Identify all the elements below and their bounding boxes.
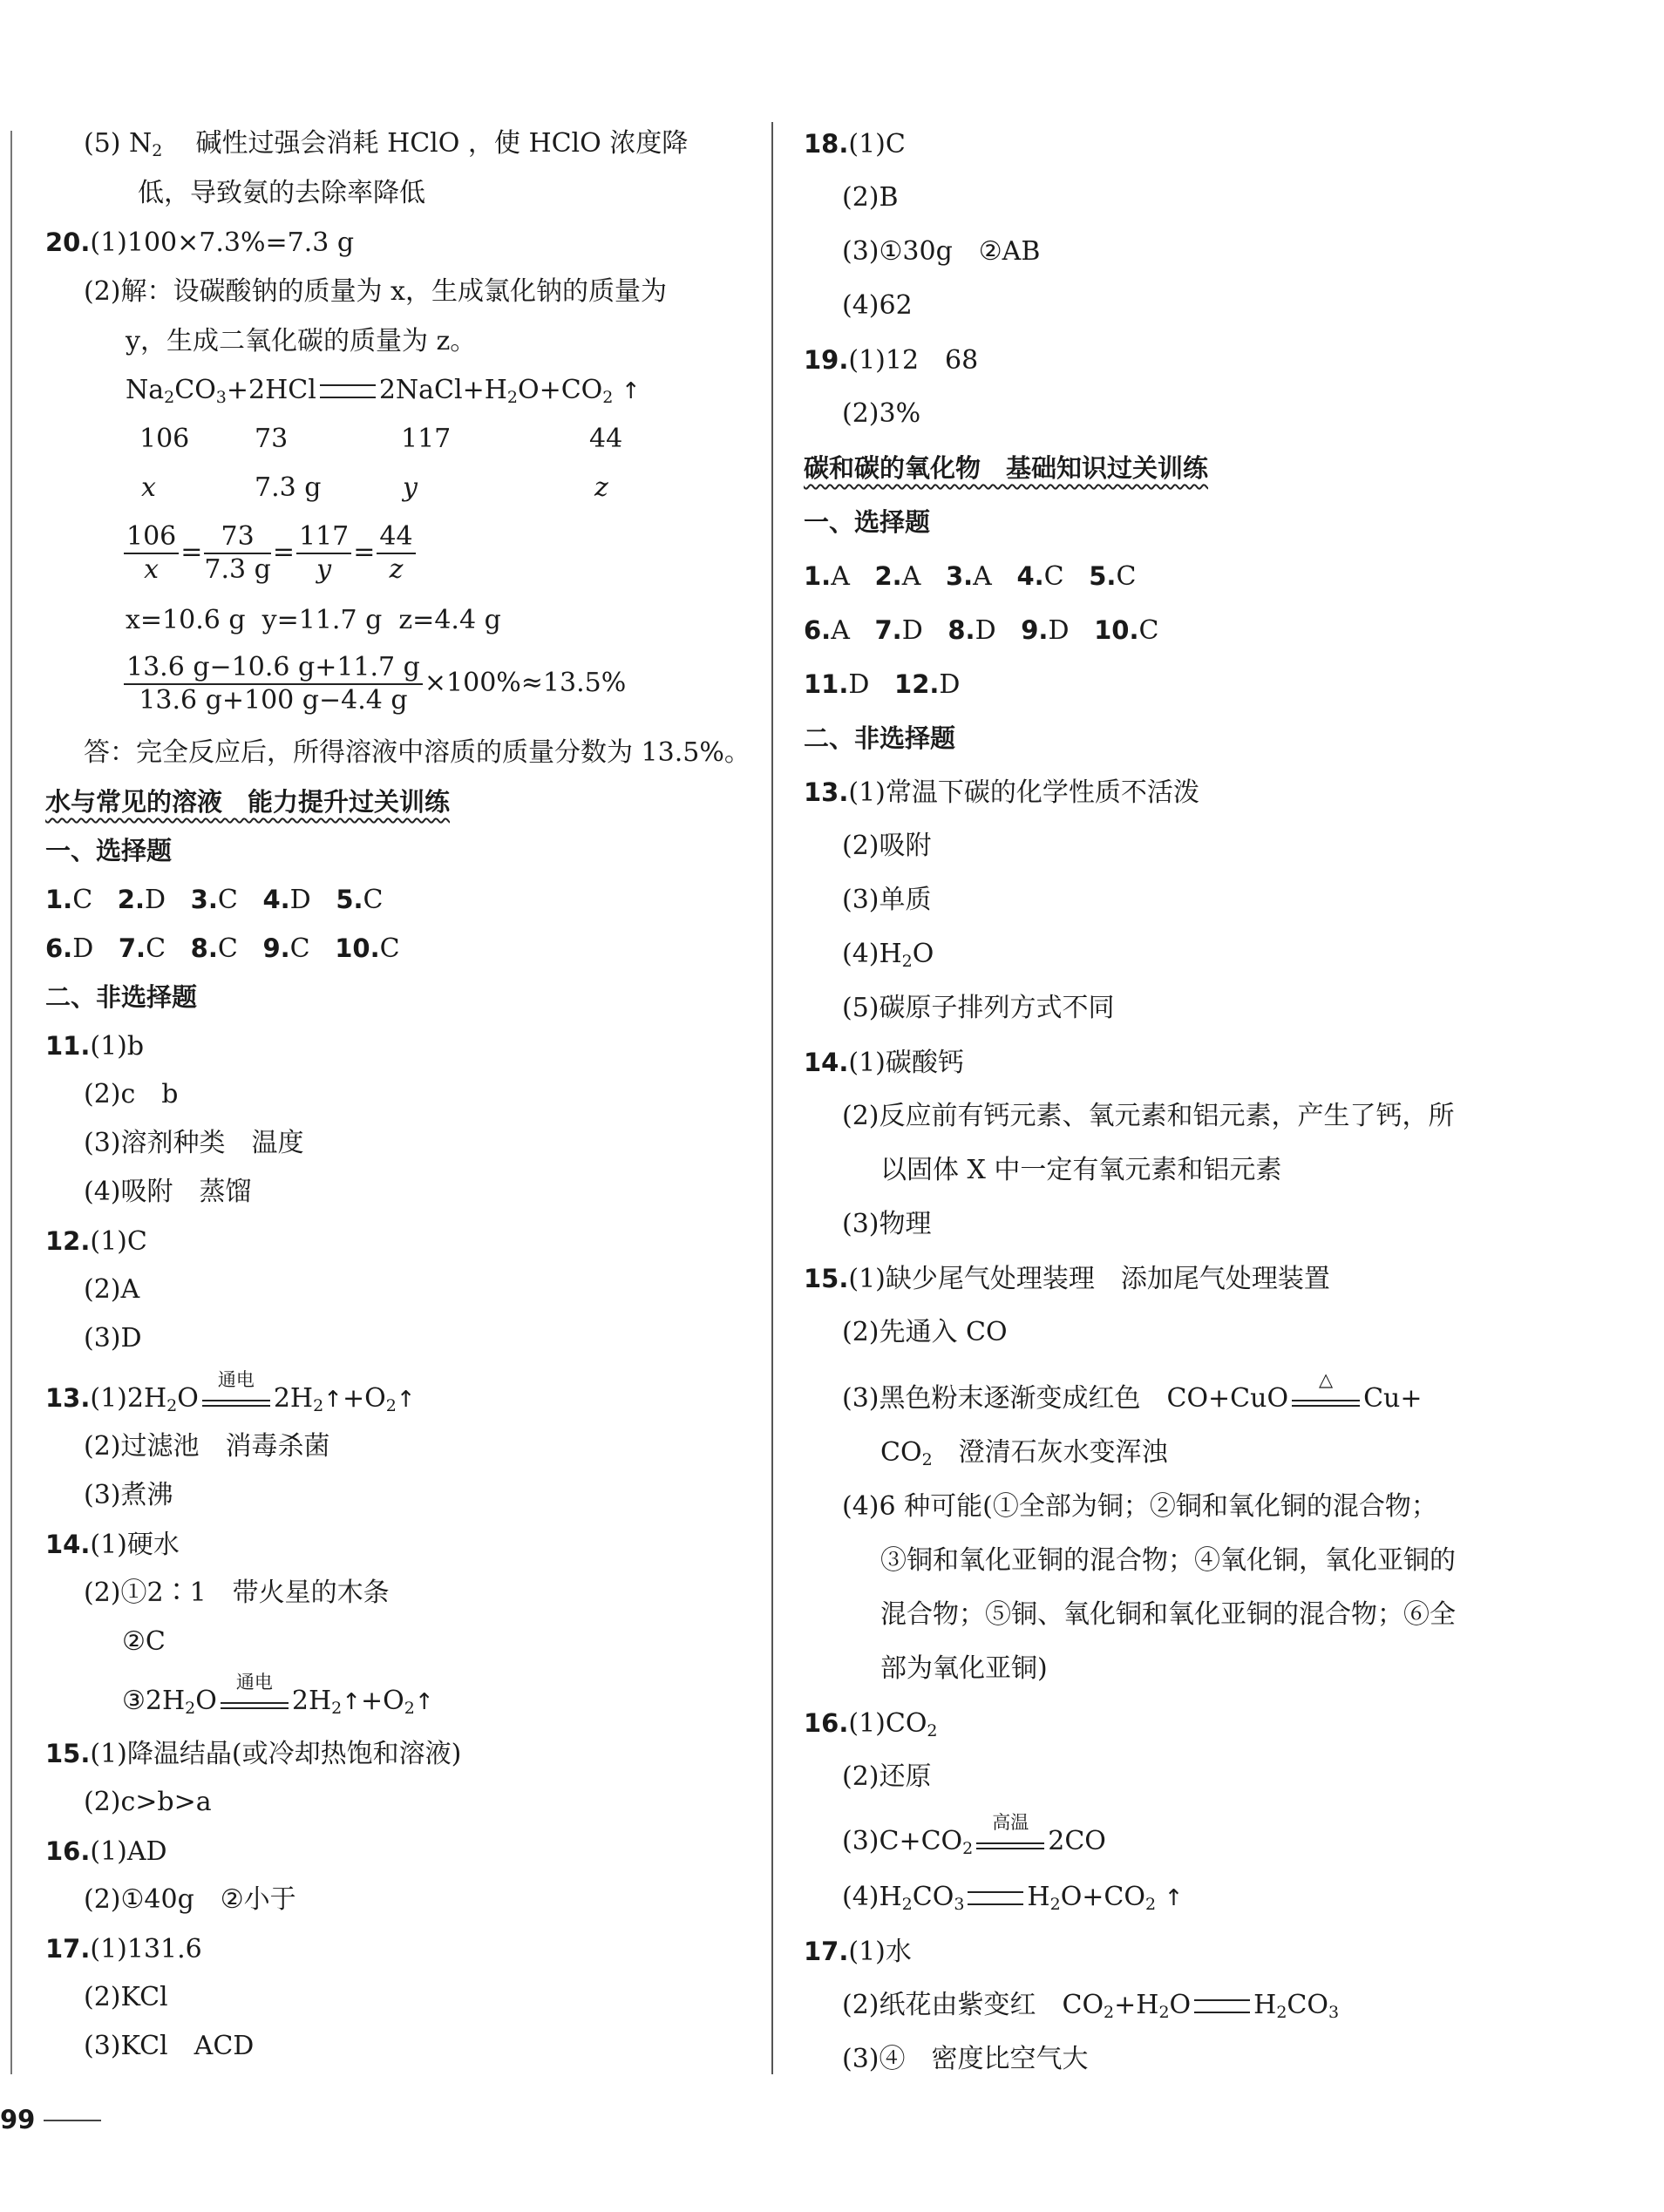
q15-1: 15.(1)降温结晶(或冷却热饱和溶液): [45, 1739, 462, 1769]
q14-2c: $③2H_2O$ 通电 $2H_2↑+O_2↑$: [122, 1672, 434, 1718]
mw-117: 117: [401, 424, 452, 454]
q14-2a: (2)①2∶1 带火星的木条: [84, 1578, 390, 1608]
condition-dian: 通电: [199, 1382, 274, 1417]
r-q14-3: (3)物理: [842, 1209, 932, 1239]
gas-arrow-icon: ↑: [396, 1387, 416, 1413]
q17-3: (3)KCl ACD: [84, 2031, 255, 2061]
q13-2: (2)过滤池 消毒杀菌: [84, 1431, 330, 1462]
equals-sign: [968, 1891, 1023, 1905]
answer-line: 答：完全反应后，所得溶液中溶质的质量分数为 13.5%。: [84, 737, 750, 768]
q12-3: (3)D: [84, 1323, 142, 1354]
q17-1: 17.(1)131.6: [45, 1934, 202, 1964]
r-mc-row-3: 11.D 12.D: [804, 669, 961, 700]
footer-rule: [44, 2120, 101, 2121]
mw-106: 106: [139, 424, 190, 454]
condition-heat: △: [1288, 1382, 1363, 1417]
r-q15-1: 15.(1)缺少尾气处理装理 添加尾气处理装置: [804, 1264, 1330, 1294]
equals-sign: [320, 384, 376, 398]
r-q15-3b: $CO_2$ 澄清石灰水变浑浊: [880, 1437, 1168, 1469]
q19-5-line1: (5) $N_2$ 碱性过强会消耗 HClO ，使 HClO 浓度降: [84, 128, 689, 160]
gas-arrow-icon: ↑: [323, 1387, 343, 1413]
q13-3: (3)煮沸: [84, 1480, 173, 1510]
gas-arrow-icon: ↑: [621, 378, 641, 404]
r-q16-1: $16.(1)CO_2$: [804, 1708, 938, 1740]
q14-2b: ②C: [122, 1626, 166, 1657]
r-q13-4: $(4)H_2O$: [842, 939, 934, 971]
q20-1: 20.(1)100×7.3%=7.3 g: [45, 227, 355, 258]
q16-2: (2)①40g ②小于: [84, 1884, 296, 1915]
mass-fraction-calc: $\frac{13.6 g-10.6 g+11.7 g}{13.6 g+100 g-4.4 g}$ ×100%≈13.5%: [122, 650, 626, 716]
r-q17-3: (3)④ 密度比空气大: [842, 2044, 1089, 2074]
r-q17-2: (2)纸花由紫变红 $CO_2+H_2O$ $H_2CO_3$: [842, 1990, 1340, 2022]
page-number: 99: [0, 2105, 36, 2134]
reaction-equation: $Na_2CO_3+2HCl$ $2NaCl+H_2O+CO_2$ ↑: [126, 375, 641, 407]
q16-1: 16.(1)AD: [45, 1836, 167, 1867]
r-q13-2: (2)吸附: [842, 831, 932, 861]
column-divider: [771, 122, 773, 2074]
q13-1: $13.(1)2H_2O$ 通电 $2H_2↑+O_2↑$: [45, 1369, 416, 1415]
var-hcl: 7.3 g: [255, 472, 322, 503]
mc-row-2: 6.D 7.C 8.C 9.C 10.C: [45, 933, 400, 964]
r-q13-5: (5)碳原子排列方式不同: [842, 993, 1115, 1023]
r-q14-2a: (2)反应前有钙元素、氧元素和铝元素，产生了钙，所: [842, 1101, 1455, 1131]
section-title-water: 水与常见的溶液 能力提升过关训练: [45, 787, 451, 817]
r-q14-1: 14.(1)碳酸钙: [804, 1048, 964, 1078]
r-q19-2: (2)3%: [842, 398, 921, 429]
r-q19-1: 19.(1)12 68: [804, 345, 979, 376]
q20-2-line1: (2)解：设碳酸钠的质量为 x，生成氯化钠的质量为: [84, 276, 667, 307]
q20-2-line2: y，生成二氧化碳的质量为 z。: [126, 326, 477, 356]
r-part1-heading: 一、选择题: [804, 507, 931, 537]
q11-3: (3)溶剂种类 温度: [84, 1128, 304, 1158]
r-mc-row-2: 6.A 7.D 8.D 9.D 10.C: [804, 615, 1159, 646]
gas-arrow-icon: ↑: [414, 1689, 434, 1715]
r-q13-3: (3)单质: [842, 885, 932, 915]
var-z: z: [594, 472, 608, 503]
q11-1: 11.(1)b: [45, 1031, 145, 1062]
left-margin-line: [10, 131, 12, 2074]
section-title-carbon: 碳和碳的氧化物 基础知识过关训练: [804, 453, 1209, 483]
r-q16-2: (2)还原: [842, 1761, 932, 1792]
equals-sign: [1194, 1999, 1250, 2013]
mw-73: 73: [255, 424, 289, 454]
q12-2: (2)A: [84, 1274, 140, 1305]
part2-heading: 二、非选择题: [45, 982, 198, 1012]
r-q15-4c: 混合物；⑤铜、氧化铜和氧化亚铜的混合物；⑥全: [880, 1599, 1456, 1630]
q12-1: 12.(1)C: [45, 1226, 147, 1257]
condition-high-temp: 高温: [973, 1825, 1048, 1860]
r-part2-heading: 二、非选择题: [804, 723, 956, 753]
r-mc-row-1: 1.A 2.A 3.A 4.C 5.C: [804, 561, 1137, 592]
gas-arrow-icon: ↑: [342, 1689, 361, 1715]
r-q18-3: (3)①30g ②AB: [842, 236, 1041, 267]
var-y: y: [403, 472, 418, 503]
q11-4: (4)吸附 蒸馏: [84, 1177, 252, 1207]
r-q14-2b: 以固体 X 中一定有氧元素和铝元素: [880, 1155, 1282, 1185]
r-q18-1: 18.(1)C: [804, 129, 906, 159]
r-q15-4a: (4)6 种可能(①全部为铜；②铜和氧化铜的混合物；: [842, 1491, 1437, 1522]
var-x: x: [141, 472, 156, 503]
q17-2: (2)KCl: [84, 1982, 168, 2012]
results-line: x=10.6 g y=11.7 g z=4.4 g: [126, 605, 501, 635]
r-q15-4d: 部为氧化亚铜): [880, 1653, 1048, 1684]
r-q16-3: $(3)C+CO_2$ 高温 2CO: [842, 1812, 1106, 1858]
ratio-equation: $\frac{106}{x}$ = $\frac{73}{7.3 g}$ = $\frac{117}{y}$ = $\frac{44}{z}$: [122, 519, 418, 586]
r-q15-2: (2)先通入 CO: [842, 1317, 1008, 1347]
r-q18-4: (4)62: [842, 290, 913, 321]
mw-44: 44: [589, 424, 623, 454]
r-q15-4b: ③铜和氧化亚铜的混合物；④氧化铜，氧化亚铜的: [880, 1545, 1456, 1576]
part1-heading: 一、选择题: [45, 836, 173, 865]
q19-5-line2: 低，导致氨的去除率降低: [138, 178, 425, 208]
r-q16-4: $(4)H_2CO_3$ $H_2O+CO_2$ ↑: [842, 1882, 1184, 1914]
r-q17-1: 17.(1)水: [804, 1937, 912, 1967]
r-q18-2: (2)B: [842, 182, 899, 213]
mc-row-1: 1.C 2.D 3.C 4.D 5.C: [45, 885, 384, 915]
q14-1: 14.(1)硬水: [45, 1530, 180, 1560]
r-q15-3a: (3)黑色粉末逐渐变成红色 CO+CuO △ Cu+: [842, 1381, 1422, 1417]
gas-arrow-icon: ↑: [1164, 1885, 1184, 1911]
q11-2: (2)c b: [84, 1079, 179, 1109]
condition-dian: 通电: [217, 1685, 292, 1720]
q15-2: (2)c>b>a: [84, 1787, 212, 1817]
r-q13-1: 13.(1)常温下碳的化学性质不活泼: [804, 777, 1199, 808]
